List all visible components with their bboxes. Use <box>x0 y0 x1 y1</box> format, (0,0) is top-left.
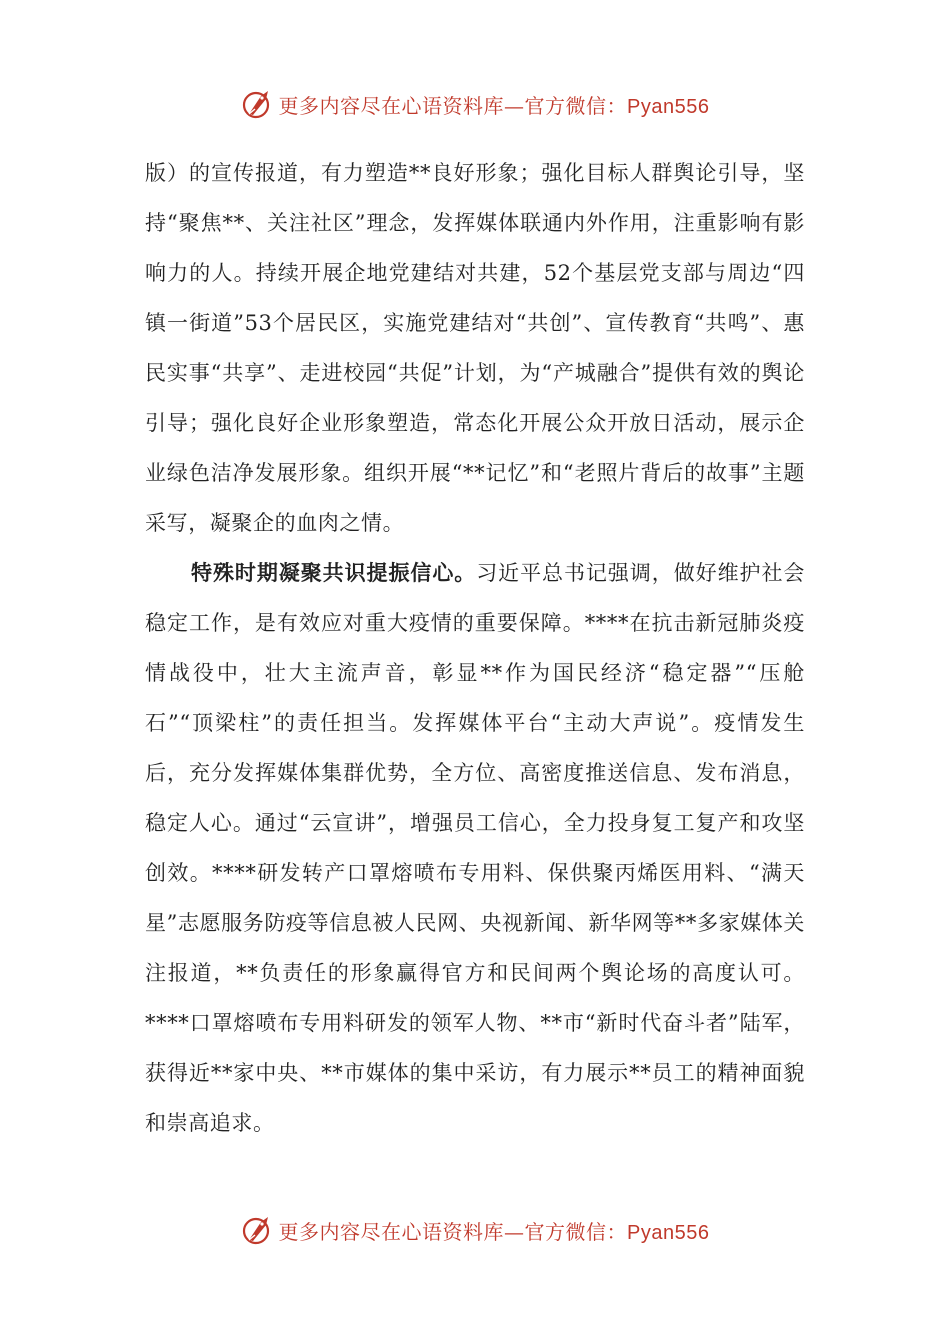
banner-text: 更多内容尽在心语资料库—官方微信：Pyan556 <box>278 1219 710 1244</box>
wechat-id: Pyan556 <box>627 1221 710 1244</box>
document-body <box>145 148 805 1148</box>
footer-watermark-banner <box>0 1210 950 1250</box>
banner-text: 更多内容尽在心语资料库—官方微信：Pyan556 <box>278 93 710 118</box>
paragraph-lead: 特殊时期凝聚共识提振信心。 <box>191 560 477 585</box>
paragraph-text: 版）的宣传报道，有力塑造**良好形象；强化目标人群舆论引导，坚持“聚焦**、关注社区”理念，发挥媒体联通内外作用，注重影响有影响力的人。持续开展企地党建结对共建，52个基层党支部与周边“四镇一街道”53个居民区，实施党建结对“共创”、宣传教育“共鸣”、惠民实事“共享”、走进校园“共促”计划，为“产城融合”提供有效的舆论引导；强化良好企业形象塑造，常态化开展公众开放日活动，展示企业绿色洁净发展形象。组织开展“**记忆”和“老照片背后的故事”主题采写，凝聚企的血肉之情。 <box>145 161 805 535</box>
paragraph-2 <box>145 548 805 1148</box>
paragraph-text: 习近平总书记强调，做好维护社会稳定工作，是有效应对重大疫情的重要保障。****在抗击新冠肺炎疫情战役中，壮大主流声音，彰显**作为国民经济“稳定器”“压舱石”“顶梁柱”的责任担当。发挥媒体平台“主动大声说”。疫情发生后，充分发挥媒体集群优势，全方位、高密度推送信息、发布消息，稳定人心。通过“云宣讲”，增强员工信心，全力投身复工复产和攻坚创效。****研发转产口罩熔喷布专用料、保供聚丙烯医用料、“满天星”志愿服务防疫等信息被人民网、央视新闻、新华网等**多家媒体关注报道，**负责任的形象赢得官方和民间两个舆论场的高度认可。****口罩熔喷布专用料研发的领军人物、**市“新时代奋斗者”陆军，获得近**家中央、**市媒体的集中采访，有力展示**员工的精神面貌和崇高追求。 <box>145 561 805 1135</box>
pen-nib-circle-icon <box>241 87 275 121</box>
header-watermark-banner <box>0 84 950 124</box>
paragraph-1 <box>145 148 805 548</box>
pen-nib-circle-icon <box>241 1213 275 1247</box>
wechat-id: Pyan556 <box>627 95 710 118</box>
